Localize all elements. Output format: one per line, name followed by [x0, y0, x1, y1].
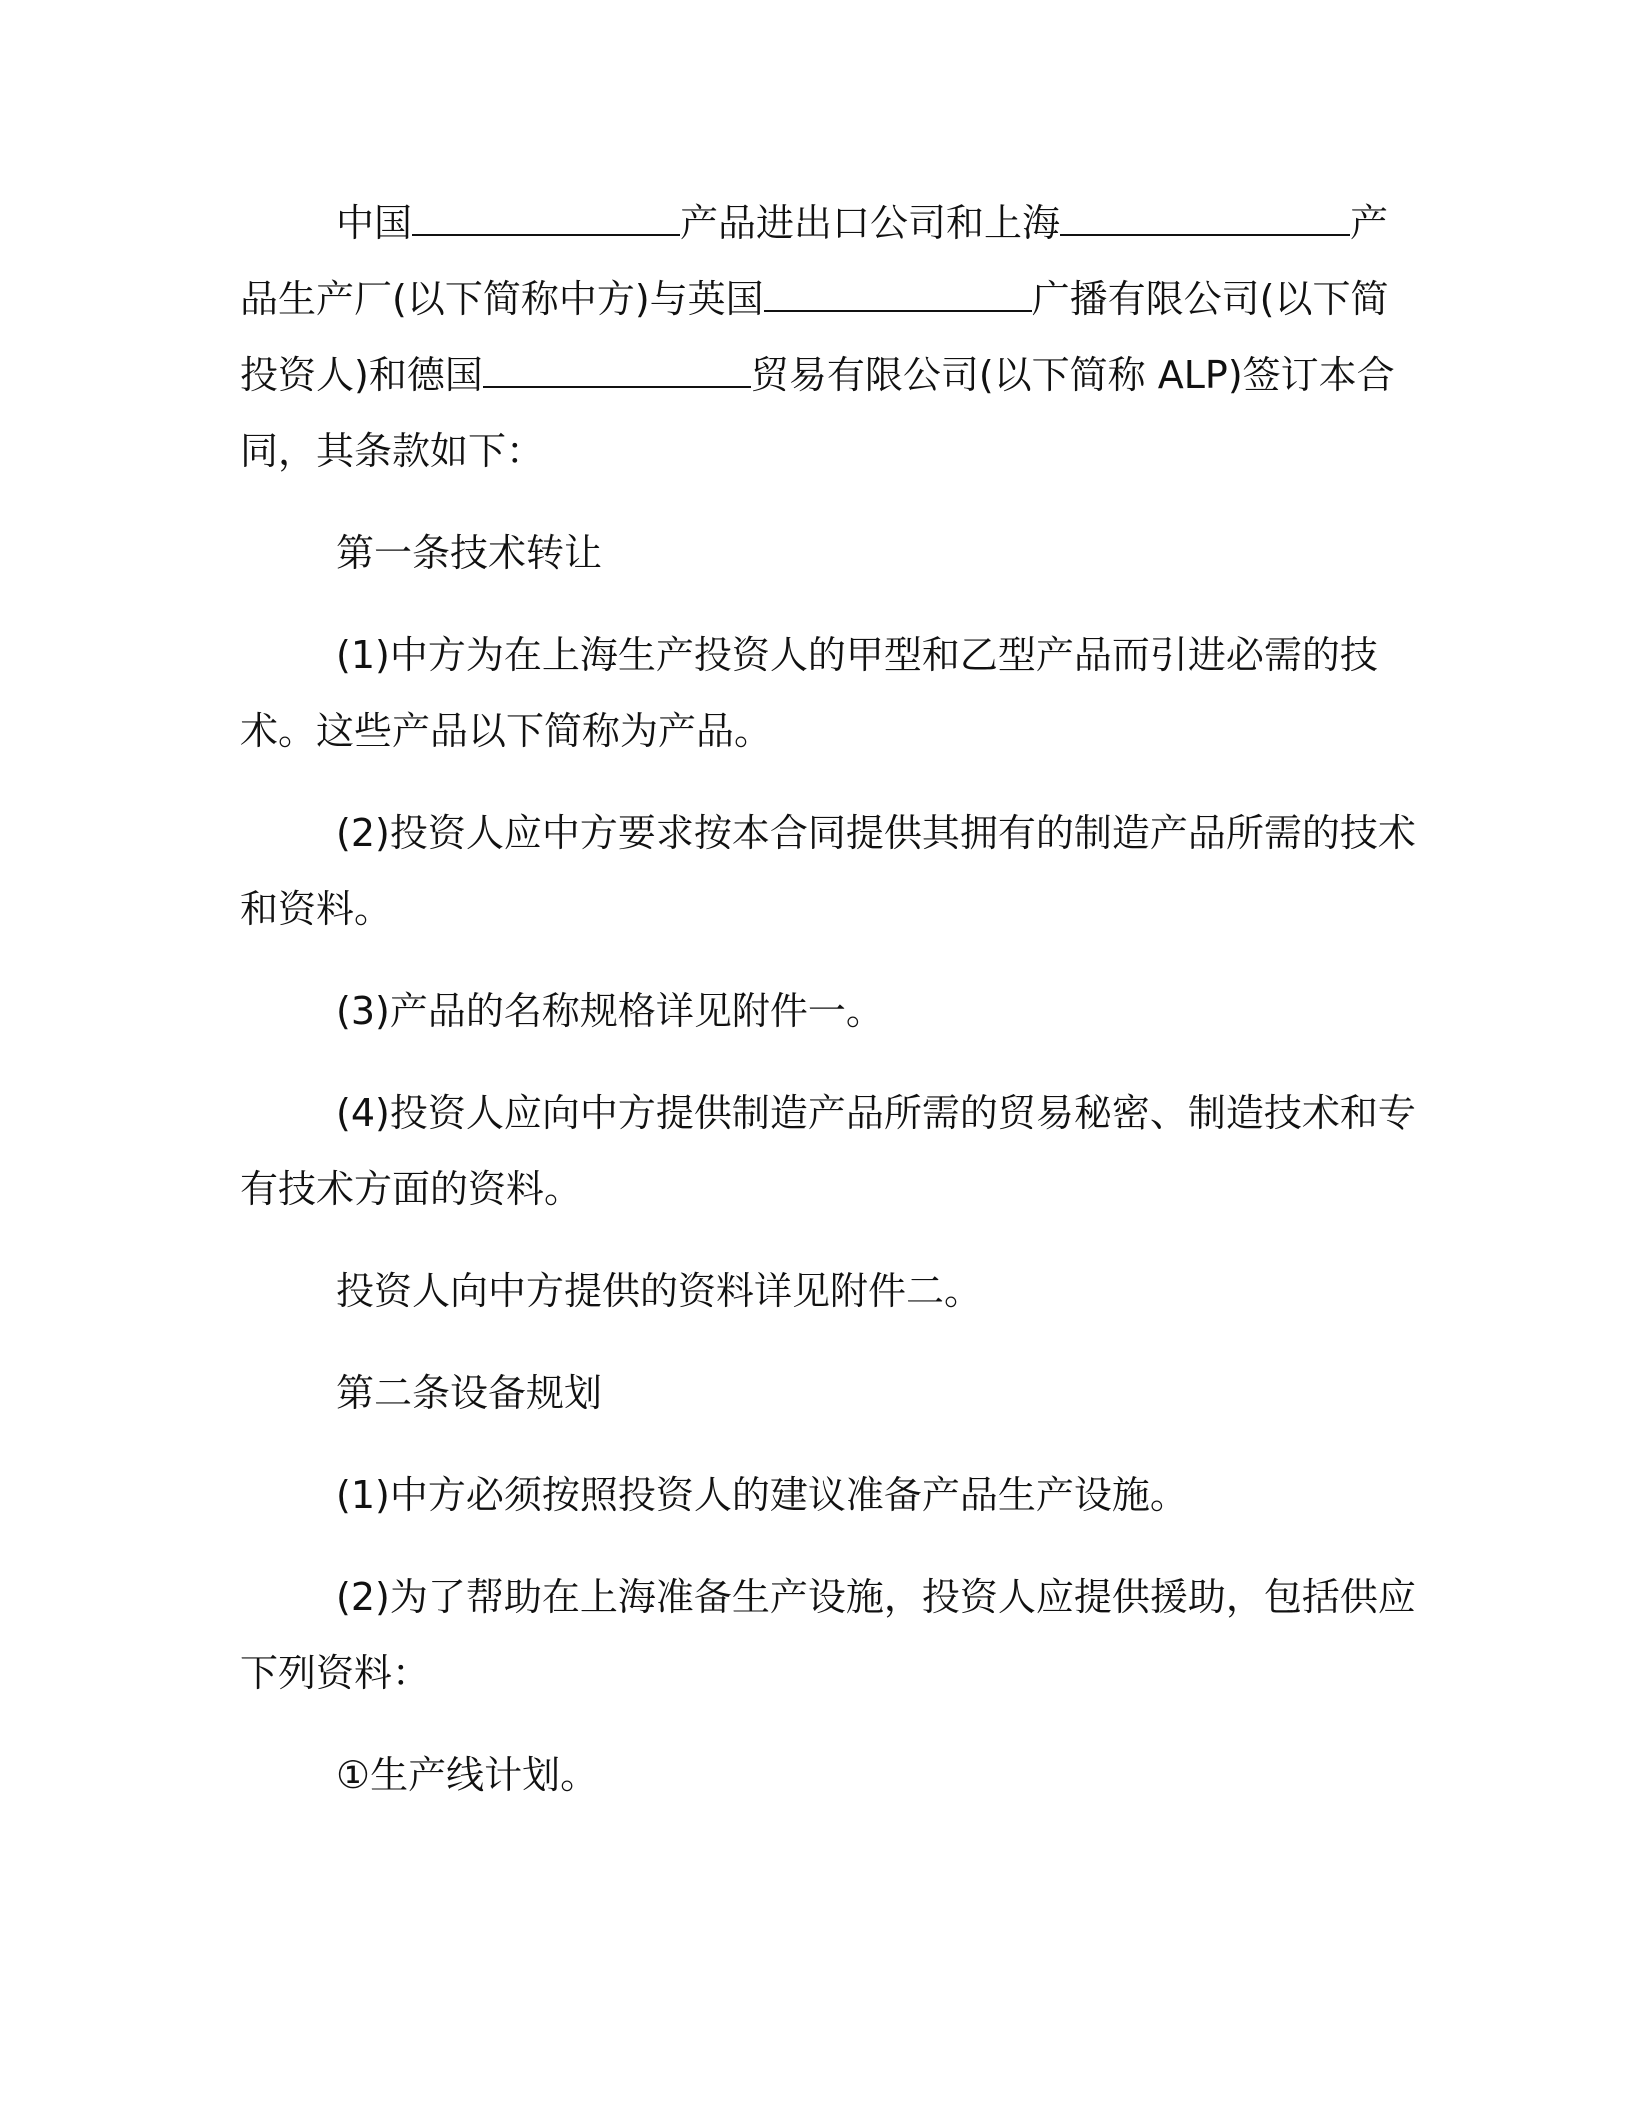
intro-paragraph [240, 185, 1422, 489]
article-2-title: 第二条设备规划 [336, 1371, 603, 1415]
intro-text-4: 广播有限公司(以下简投资人)和德国 [240, 277, 1389, 397]
blank-field-3[interactable] [764, 280, 1032, 312]
article-1-clause-1: (1)中方为在上海生产投资人的甲型和乙型产品而引进必需的技术。这些产品以下简称为产品。 [240, 633, 1378, 753]
blank-field-2[interactable] [1060, 204, 1350, 236]
article-1-title: 第一条技术转让 [336, 531, 603, 575]
intro-text-2: 产品进出口公司和上海 [680, 201, 1061, 245]
blank-field-1[interactable] [412, 204, 680, 236]
article-2-item-1: ①生产线计划。 [336, 1753, 599, 1797]
article-1-note: 投资人向中方提供的资料详见附件二。 [336, 1269, 983, 1313]
intro-text-5: 贸易有限公司(以下简称 ALP)签订本合同，其条款如下： [240, 353, 1395, 473]
article-2-clause-1: (1)中方必须按照投资人的建议准备产品生产设施。 [336, 1473, 1188, 1517]
intro-text-1: 中国 [336, 201, 413, 245]
article-1-clause-3: (3)产品的名称规格详见附件一。 [336, 989, 884, 1033]
article-2-clause-2: (2)为了帮助在上海准备生产设施，投资人应提供援助，包括供应下列资料： [240, 1575, 1416, 1695]
blank-field-4[interactable] [483, 356, 751, 388]
article-1-clause-2: (2)投资人应中方要求按本合同提供其拥有的制造产品所需的技术和资料。 [240, 811, 1416, 931]
article-1-clause-4: (4)投资人应向中方提供制造产品所需的贸易秘密、制造技术和专有技术方面的资料。 [240, 1091, 1416, 1211]
intro-text-3: 产品生产厂(以下简称中方)与英国 [240, 201, 1389, 321]
